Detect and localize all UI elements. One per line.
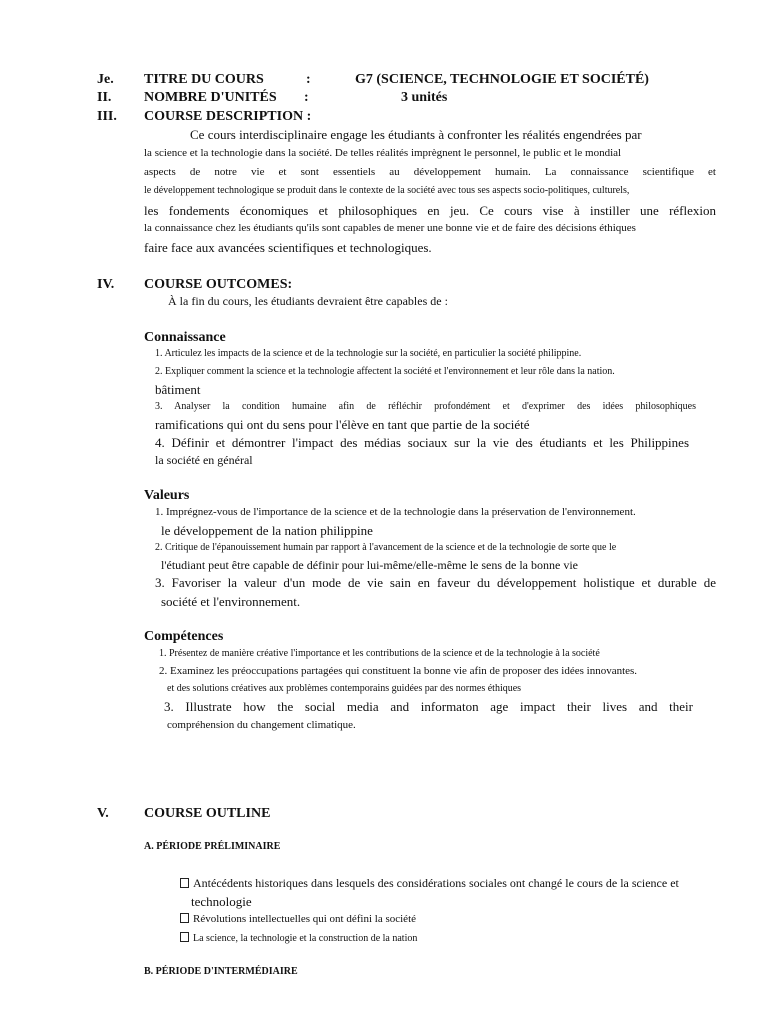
section-number-iv: IV.	[97, 277, 115, 292]
course-title-colon: :	[306, 72, 311, 87]
outcome-line: 3. Analyser la condition humaine afin de réfléchir profondément et d'exprimer des idées philosophiques	[155, 401, 696, 412]
description-line: la connaissance chez les étudiants qu'ils sont capables de mener une bonne vie et de faire des décisions éthiques	[144, 222, 636, 234]
period-b-heading: B. PÉRIODE D'INTERMÉDIAIRE	[144, 966, 298, 977]
outcome-line: 3. Illustrate how the social media and informaton age impact their lives and their	[164, 699, 693, 714]
outline-item-continuation: technologie	[191, 894, 252, 909]
outcome-line: 1. Imprégnez-vous de l'importance de la science et de la technologie dans la préservation de l'environnement.	[155, 506, 636, 518]
outline-item-text: Révolutions intellectuelles qui ont défini la société	[193, 913, 417, 925]
checkbox-icon	[180, 913, 189, 923]
course-outline-heading: COURSE OUTLINE	[144, 806, 271, 821]
outcome-line: 2. Expliquer comment la science et la technologie affectent la société et l'environnement et leur rôle dans la nation.	[155, 366, 615, 377]
units-label: NOMBRE D'UNITÉS	[144, 90, 277, 105]
outcome-line: 1. Articulez les impacts de la science et de la technologie sur la société, en particulier la société philippine.	[155, 348, 582, 359]
outcome-line: ramifications qui ont du sens pour l'élève en tant que partie de la société	[155, 417, 530, 432]
outcome-line: 1. Présentez de manière créative l'importance et les contributions de la science et de la technologie à la société	[159, 648, 600, 659]
description-line: les fondements économiques et philosophiques en jeu. Ce cours vise à instiller une réflexion	[144, 203, 716, 218]
checkbox-icon	[180, 932, 189, 942]
outcome-line: l'étudiant peut être capable de définir pour lui-même/elle-même le sens de la bonne vie	[161, 558, 578, 572]
outcome-line: la société en général	[155, 453, 253, 467]
course-title-label: TITRE DU COURS	[144, 72, 264, 87]
outline-item	[180, 877, 679, 890]
checkbox-icon	[180, 878, 189, 888]
outcome-line: le développement de la nation philippine	[161, 523, 373, 538]
description-line: la science et la technologie dans la société. De telles réalités imprègnent le personnel, le public et le mondial	[144, 147, 622, 159]
outcome-line: 2. Critique de l'épanouissement humain par rapport à l'avancement de la science et de la technologie de sorte que le	[155, 542, 617, 553]
outcome-line: société et l'environnement.	[161, 594, 301, 609]
outcome-line: 4. Définir et démontrer l'impact des médias sociaux sur la vie des étudiants et les Philippines	[155, 435, 689, 450]
outcome-line: 3. Favoriser la valeur d'un mode de vie sain en faveur du développement holistique et durable de	[155, 575, 716, 590]
description-line: le développement technologique se produit dans le contexte de la société avec tous ses aspects socio-politiques, culturels,	[144, 185, 630, 196]
description-line: aspects de notre vie et sont essentiels au développement humain. La connaissance scientifique et	[144, 166, 716, 178]
outcomes-intro: À la fin du cours, les étudiants devraient être capables de :	[168, 294, 448, 308]
section-number-i: Je.	[97, 72, 114, 87]
units-value: 3 unités	[401, 90, 448, 105]
outline-item	[180, 913, 416, 925]
outcome-line: et des solutions créatives aux problèmes contemporains guidées par des normes éthiques	[167, 683, 522, 694]
valeurs-heading: Valeurs	[144, 488, 190, 503]
units-colon: :	[304, 90, 309, 105]
outline-item	[180, 932, 417, 944]
course-description-heading: COURSE DESCRIPTION :	[144, 109, 312, 124]
outline-item-text: La science, la technologie et la construction de la nation	[193, 933, 418, 944]
outline-item-text: Antécédents historiques dans lesquels des considérations sociales ont changé le cours de la science et	[193, 876, 679, 890]
section-number-v: V.	[97, 806, 109, 821]
outcome-line: bâtiment	[155, 382, 201, 397]
period-a-heading: A. PÉRIODE PRÉLIMINAIRE	[144, 841, 281, 852]
section-number-ii: II.	[97, 90, 112, 105]
competences-heading: Compétences	[144, 629, 224, 644]
course-title-value: G7 (SCIENCE, TECHNOLOGIE ET SOCIÉTÉ)	[355, 72, 649, 87]
description-line: faire face aux avancées scientifiques et technologiques.	[144, 240, 432, 255]
description-line: Ce cours interdisciplinaire engage les étudiants à confronter les réalités engendrées par	[190, 127, 642, 142]
connaissance-heading: Connaissance	[144, 330, 226, 345]
section-number-iii: III.	[97, 109, 117, 124]
course-outcomes-heading: COURSE OUTCOMES:	[144, 277, 293, 292]
outcome-line: compréhension du changement climatique.	[167, 719, 356, 731]
outcome-line: 2. Examinez les préoccupations partagées qui constituent la bonne vie afin de proposer des idées innovantes.	[159, 665, 638, 677]
